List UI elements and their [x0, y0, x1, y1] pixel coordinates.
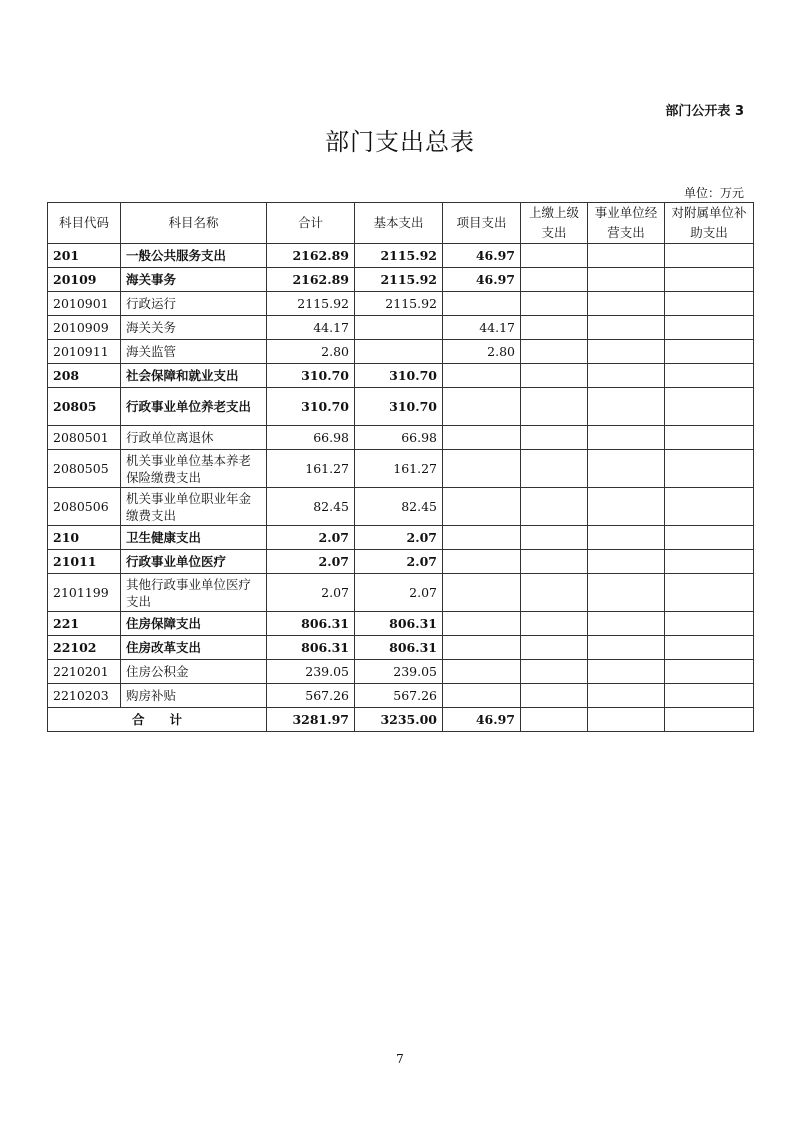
subsidy-cell: [665, 636, 754, 660]
total-cell: 2.07: [267, 550, 355, 574]
subsidy-cell: [665, 550, 754, 574]
code-cell: 2101199: [48, 574, 121, 612]
subsidy-cell: [665, 574, 754, 612]
total-cell: 82.45: [267, 488, 355, 526]
project-cell: [443, 426, 521, 450]
operating-cell: [588, 244, 665, 268]
name-cell: 购房补贴: [121, 684, 267, 708]
upper-cell: [521, 526, 588, 550]
subsidy-cell: [665, 268, 754, 292]
name-cell: 海关监管: [121, 340, 267, 364]
upper-cell: [521, 316, 588, 340]
name-cell: 住房公积金: [121, 660, 267, 684]
table-row: [48, 450, 754, 488]
table-row: [48, 268, 754, 292]
project-cell: 44.17: [443, 316, 521, 340]
subsidy-cell: [665, 244, 754, 268]
code-cell: 201: [48, 244, 121, 268]
basic-cell: 2.07: [355, 574, 443, 612]
total-cell: 161.27: [267, 450, 355, 488]
project-cell: [443, 660, 521, 684]
total-cell: 806.31: [267, 636, 355, 660]
upper-cell: [521, 488, 588, 526]
totals-label: 合 计: [48, 708, 267, 732]
operating-cell: [588, 684, 665, 708]
project-cell: [443, 292, 521, 316]
upper-cell: [521, 636, 588, 660]
basic-cell: [355, 316, 443, 340]
operating-cell: [588, 660, 665, 684]
table-row: [48, 364, 754, 388]
totals-subsidy: [665, 708, 754, 732]
upper-cell: [521, 684, 588, 708]
table-row: [48, 550, 754, 574]
totals-basic: 3235.00: [355, 708, 443, 732]
project-cell: [443, 450, 521, 488]
totals-project: 46.97: [443, 708, 521, 732]
operating-cell: [588, 488, 665, 526]
basic-cell: [355, 340, 443, 364]
project-cell: [443, 550, 521, 574]
table-row: [48, 526, 754, 550]
code-cell: 208: [48, 364, 121, 388]
operating-cell: [588, 316, 665, 340]
name-cell: 其他行政事业单位医疗支出: [121, 574, 267, 612]
operating-cell: [588, 574, 665, 612]
total-cell: 66.98: [267, 426, 355, 450]
project-cell: [443, 488, 521, 526]
name-cell: 社会保障和就业支出: [121, 364, 267, 388]
project-cell: [443, 612, 521, 636]
totals-upper: [521, 708, 588, 732]
total-cell: 806.31: [267, 612, 355, 636]
upper-cell: [521, 660, 588, 684]
upper-cell: [521, 292, 588, 316]
basic-cell: 310.70: [355, 388, 443, 426]
code-cell: 210: [48, 526, 121, 550]
subsidy-cell: [665, 426, 754, 450]
total-cell: 239.05: [267, 660, 355, 684]
name-cell: 卫生健康支出: [121, 526, 267, 550]
table-label: 部门公开表 3: [665, 104, 744, 119]
basic-cell: 161.27: [355, 450, 443, 488]
basic-cell: 806.31: [355, 636, 443, 660]
total-cell: 2.07: [267, 526, 355, 550]
upper-cell: [521, 612, 588, 636]
table-row: [48, 636, 754, 660]
basic-cell: 2115.92: [355, 292, 443, 316]
col-header-name: 科目名称: [121, 203, 267, 244]
col-header-basic: 基本支出: [355, 203, 443, 244]
totals-total: 3281.97: [267, 708, 355, 732]
col-header-upper: 上缴上级支出: [521, 203, 588, 244]
basic-cell: 82.45: [355, 488, 443, 526]
subsidy-cell: [665, 526, 754, 550]
unit-label: 单位：万元: [683, 186, 744, 200]
upper-cell: [521, 574, 588, 612]
col-header-project: 项目支出: [443, 203, 521, 244]
basic-cell: 239.05: [355, 660, 443, 684]
upper-cell: [521, 550, 588, 574]
name-cell: 海关关务: [121, 316, 267, 340]
table-row: [48, 426, 754, 450]
upper-cell: [521, 268, 588, 292]
table-row: [48, 660, 754, 684]
project-cell: [443, 388, 521, 426]
total-cell: 2115.92: [267, 292, 355, 316]
upper-cell: [521, 244, 588, 268]
upper-cell: [521, 364, 588, 388]
col-header-code: 科目代码: [48, 203, 121, 244]
subsidy-cell: [665, 660, 754, 684]
project-cell: [443, 364, 521, 388]
subsidy-cell: [665, 340, 754, 364]
basic-cell: 2.07: [355, 550, 443, 574]
operating-cell: [588, 450, 665, 488]
col-header-total: 合计: [267, 203, 355, 244]
basic-cell: 66.98: [355, 426, 443, 450]
totals-row: [48, 708, 754, 732]
project-cell: 46.97: [443, 244, 521, 268]
basic-cell: 806.31: [355, 612, 443, 636]
total-cell: 2.07: [267, 574, 355, 612]
code-cell: 2010901: [48, 292, 121, 316]
name-cell: 住房保障支出: [121, 612, 267, 636]
code-cell: 2010909: [48, 316, 121, 340]
table-row: [48, 316, 754, 340]
total-cell: 310.70: [267, 388, 355, 426]
subsidy-cell: [665, 292, 754, 316]
name-cell: 一般公共服务支出: [121, 244, 267, 268]
name-cell: 行政单位离退休: [121, 426, 267, 450]
upper-cell: [521, 426, 588, 450]
page-title: 部门支出总表: [325, 128, 475, 156]
table-row: [48, 388, 754, 426]
totals-operating: [588, 708, 665, 732]
total-cell: 310.70: [267, 364, 355, 388]
table-header-row: [48, 203, 754, 244]
name-cell: 行政运行: [121, 292, 267, 316]
code-cell: 2080501: [48, 426, 121, 450]
code-cell: 2210203: [48, 684, 121, 708]
subsidy-cell: [665, 684, 754, 708]
col-header-operating: 事业单位经营支出: [588, 203, 665, 244]
name-cell: 机关事业单位基本养老保险缴费支出: [121, 450, 267, 488]
operating-cell: [588, 340, 665, 364]
operating-cell: [588, 364, 665, 388]
table-row: [48, 292, 754, 316]
upper-cell: [521, 340, 588, 364]
subsidy-cell: [665, 388, 754, 426]
col-header-subsidy: 对附属单位补助支出: [665, 203, 754, 244]
operating-cell: [588, 550, 665, 574]
table-row: [48, 684, 754, 708]
table-row: [48, 488, 754, 526]
project-cell: 2.80: [443, 340, 521, 364]
code-cell: 20805: [48, 388, 121, 426]
table-row: [48, 244, 754, 268]
total-cell: 44.17: [267, 316, 355, 340]
project-cell: 46.97: [443, 268, 521, 292]
code-cell: 20109: [48, 268, 121, 292]
code-cell: 2080506: [48, 488, 121, 526]
total-cell: 2162.89: [267, 268, 355, 292]
project-cell: [443, 526, 521, 550]
subsidy-cell: [665, 612, 754, 636]
basic-cell: 2115.92: [355, 268, 443, 292]
total-cell: 2.80: [267, 340, 355, 364]
table-row: [48, 574, 754, 612]
basic-cell: 2115.92: [355, 244, 443, 268]
name-cell: 机关事业单位职业年金缴费支出: [121, 488, 267, 526]
subsidy-cell: [665, 488, 754, 526]
name-cell: 行政事业单位养老支出: [121, 388, 267, 426]
basic-cell: 2.07: [355, 526, 443, 550]
project-cell: [443, 636, 521, 660]
page-number: 7: [396, 1052, 404, 1066]
code-cell: 221: [48, 612, 121, 636]
code-cell: 21011: [48, 550, 121, 574]
name-cell: 行政事业单位医疗: [121, 550, 267, 574]
code-cell: 2210201: [48, 660, 121, 684]
operating-cell: [588, 268, 665, 292]
basic-cell: 567.26: [355, 684, 443, 708]
table-body: [48, 244, 754, 708]
subsidy-cell: [665, 316, 754, 340]
table-row: [48, 612, 754, 636]
operating-cell: [588, 526, 665, 550]
expenditure-table: [47, 202, 754, 732]
code-cell: 2010911: [48, 340, 121, 364]
operating-cell: [588, 388, 665, 426]
operating-cell: [588, 292, 665, 316]
project-cell: [443, 684, 521, 708]
upper-cell: [521, 388, 588, 426]
code-cell: 22102: [48, 636, 121, 660]
total-cell: 567.26: [267, 684, 355, 708]
subsidy-cell: [665, 364, 754, 388]
operating-cell: [588, 636, 665, 660]
total-cell: 2162.89: [267, 244, 355, 268]
name-cell: 住房改革支出: [121, 636, 267, 660]
basic-cell: 310.70: [355, 364, 443, 388]
code-cell: 2080505: [48, 450, 121, 488]
project-cell: [443, 574, 521, 612]
operating-cell: [588, 426, 665, 450]
upper-cell: [521, 450, 588, 488]
name-cell: 海关事务: [121, 268, 267, 292]
subsidy-cell: [665, 450, 754, 488]
table-row: [48, 340, 754, 364]
operating-cell: [588, 612, 665, 636]
